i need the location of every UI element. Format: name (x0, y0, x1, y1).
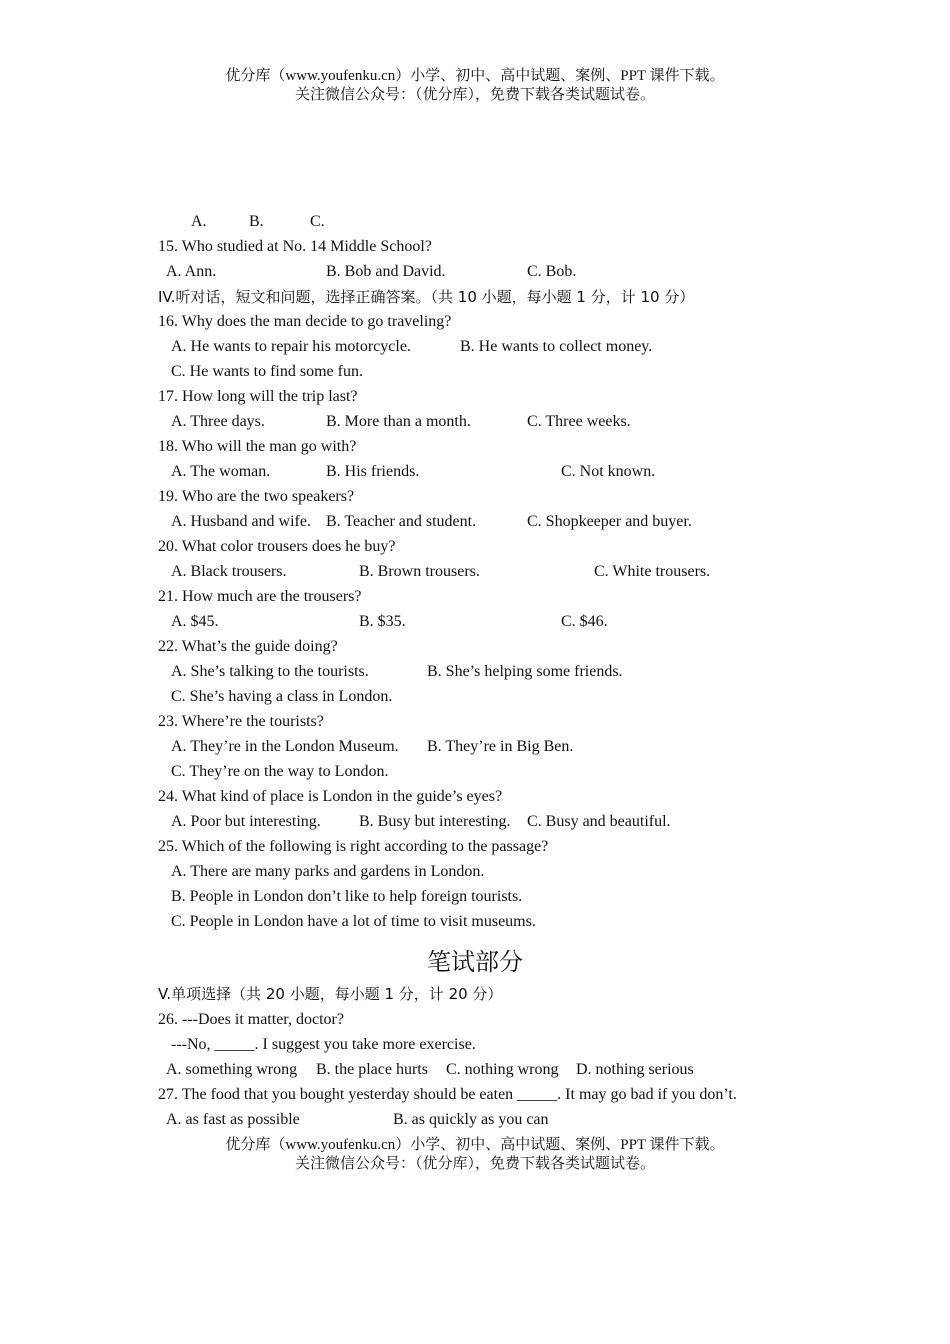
q14-option-b: B. (249, 213, 264, 230)
q26-question: 26. ---Does it matter, doctor? (158, 1011, 344, 1028)
q17-option-c: C. Three weeks. (527, 413, 631, 430)
q23-question: 23. Where’re the tourists? (158, 713, 324, 730)
q17-option-b: B. More than a month. (326, 413, 471, 430)
q14-option-c: C. (310, 213, 325, 230)
header-line-1: 优分库（www.youfenku.cn）小学、初中、高中试题、案例、PPT 课件下载。 (225, 68, 725, 84)
q23-option-c: C. They’re on the way to London. (171, 763, 389, 780)
q17-option-a: A. Three days. (171, 413, 265, 430)
q21-option-c: C. $46. (561, 613, 608, 630)
q15-question: 15. Who studied at No. 14 Middle School? (158, 238, 432, 255)
q17-question: 17. How long will the trip last? (158, 388, 358, 405)
q27-option-a: A. as fast as possible (166, 1111, 300, 1128)
q24-question: 24. What kind of place is London in the guide’s eyes? (158, 788, 503, 805)
q26-reply: ---No, _____. I suggest you take more exercise. (171, 1036, 476, 1053)
q21-option-a: A. $45. (171, 613, 219, 630)
q21-option-b: B. $35. (359, 613, 406, 630)
q18-option-c: C. Not known. (561, 463, 656, 480)
q18-option-a: A. The woman. (171, 463, 271, 480)
q22-option-c: C. She’s having a class in London. (171, 688, 393, 705)
q24-option-b: B. Busy but interesting. (359, 813, 511, 830)
q20-option-b: B. Brown trousers. (359, 563, 480, 580)
footer-line-1: 优分库（www.youfenku.cn）小学、初中、高中试题、案例、PPT 课件下载。 (225, 1137, 725, 1153)
q21-question: 21. How much are the trousers? (158, 588, 362, 605)
q16-option-c: C. He wants to find some fun. (171, 363, 363, 380)
q26-option-a: A. something wrong (166, 1061, 298, 1078)
q19-question: 19. Who are the two speakers? (158, 488, 355, 505)
q16-question: 16. Why does the man decide to go traveling? (158, 313, 452, 330)
q24-option-c: C. Busy and beautiful. (527, 813, 671, 830)
q19-option-b: B. Teacher and student. (326, 513, 477, 530)
q23-option-b: B. They’re in Big Ben. (427, 738, 574, 755)
q18-question: 18. Who will the man go with? (158, 438, 357, 455)
q26-option-d: D. nothing serious (576, 1061, 694, 1078)
q16-option-b: B. He wants to collect money. (460, 338, 653, 355)
q14-option-a: A. (191, 213, 207, 230)
q27-option-b: B. as quickly as you can (393, 1111, 549, 1128)
q26-option-c: C. nothing wrong (446, 1061, 559, 1078)
q22-option-b: B. She’s helping some friends. (427, 663, 623, 680)
written-part-title: 笔试部分 (427, 948, 523, 976)
q18-option-b: B. His friends. (326, 463, 420, 480)
q15-option-a: A. Ann. (166, 263, 217, 280)
section-5-heading: V.单项选择（共 20 小题，每小题 1 分，计 20 分） (158, 985, 503, 1003)
q26-option-b: B. the place hurts (316, 1061, 428, 1078)
q24-option-a: A. Poor but interesting. (171, 813, 321, 830)
q25-question: 25. Which of the following is right according to the passage? (158, 838, 549, 855)
footer-line-2: 关注微信公众号：（优分库），免费下载各类试题试卷。 (294, 1156, 655, 1172)
q20-option-a: A. Black trousers. (171, 563, 287, 580)
q25-option-a: A. There are many parks and gardens in London. (171, 863, 485, 880)
q23-option-a: A. They’re in the London Museum. (171, 738, 399, 755)
q20-question: 20. What color trousers does he buy? (158, 538, 396, 555)
q19-option-c: C. Shopkeeper and buyer. (527, 513, 692, 530)
q25-option-c: C. People in London have a lot of time to visit museums. (171, 913, 536, 930)
section-4-heading: IV.听对话，短文和问题，选择正确答案。（共 10 小题，每小题 1 分，计 10 分） (158, 288, 695, 306)
q16-option-a: A. He wants to repair his motorcycle. (171, 338, 411, 355)
q27-question: 27. The food that you bought yesterday should be eaten _____. It may go bad if you don’t. (158, 1086, 737, 1103)
q15-option-b: B. Bob and David. (326, 263, 446, 280)
q22-question: 22. What’s the guide doing? (158, 638, 338, 655)
q25-option-b: B. People in London don’t like to help foreign tourists. (171, 888, 523, 905)
q15-option-c: C. Bob. (527, 263, 577, 280)
header-line-2: 关注微信公众号：（优分库），免费下载各类试题试卷。 (294, 87, 655, 103)
q19-option-a: A. Husband and wife. (171, 513, 311, 530)
q20-option-c: C. White trousers. (594, 563, 711, 580)
q22-option-a: A. She’s talking to the tourists. (171, 663, 369, 680)
